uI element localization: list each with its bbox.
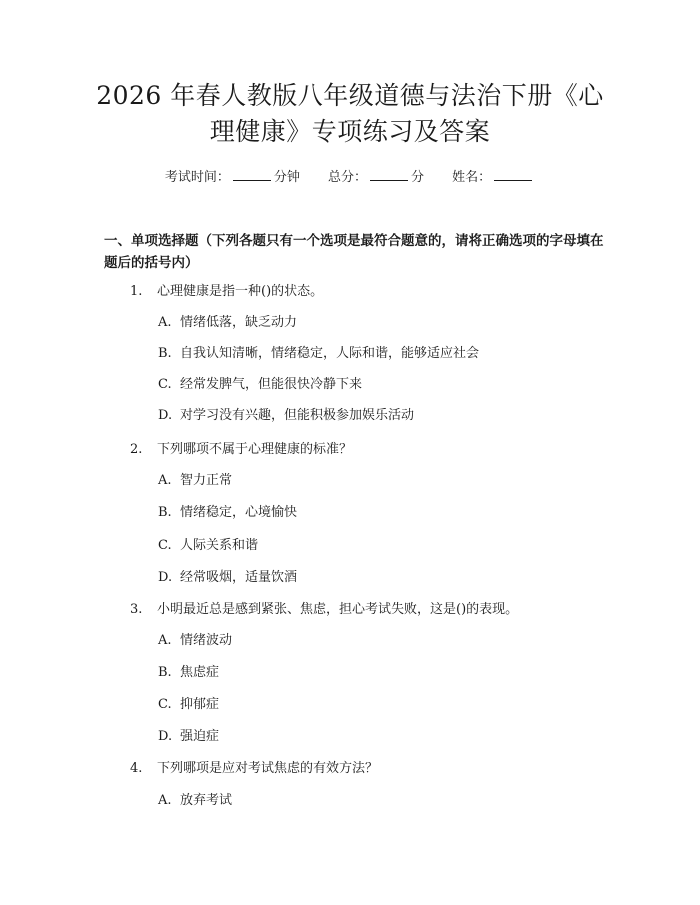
option-text: 情绪稳定，心境愉快 — [180, 505, 298, 520]
option-1b — [158, 345, 479, 363]
exam-time-label: 考试时间： — [164, 170, 230, 185]
option-2b — [158, 504, 297, 522]
option-text: 强迫症 — [180, 729, 220, 744]
option-text: 情绪波动 — [180, 633, 233, 648]
question-2 — [130, 441, 352, 459]
exam-time-blank — [233, 168, 271, 181]
total-score-blank — [370, 168, 408, 181]
option-text: 人际关系和谐 — [180, 538, 259, 553]
exam-time-field — [165, 170, 300, 185]
option-4a — [158, 792, 232, 810]
option-2c — [158, 537, 258, 555]
question-text: 下列哪项是应对考试焦虑的有效方法？ — [157, 761, 379, 776]
option-text: 经常发脾气，但能很快冷静下来 — [180, 377, 363, 392]
option-letter: B. — [158, 346, 172, 361]
option-text: 放弃考试 — [180, 793, 233, 808]
option-letter: A. — [158, 633, 172, 648]
option-letter: B. — [158, 505, 172, 520]
option-letter: C. — [158, 377, 172, 392]
option-1c — [158, 376, 362, 394]
option-text: 经常吸烟，适量饮酒 — [180, 570, 298, 585]
option-letter: C. — [158, 538, 172, 553]
option-text: 对学习没有兴趣，但能积极参加娱乐活动 — [180, 408, 415, 423]
option-2d — [158, 569, 297, 587]
name-blank — [494, 168, 532, 181]
option-1a — [158, 314, 297, 332]
option-3b — [158, 664, 219, 682]
question-text: 心理健康是指一种()的状态。 — [157, 284, 324, 299]
option-letter: A. — [158, 315, 172, 330]
exam-info-line — [0, 168, 700, 187]
option-text: 情绪低落，缺乏动力 — [180, 315, 298, 330]
question-number: 1. — [130, 284, 143, 299]
question-1 — [130, 283, 323, 301]
option-text: 自我认知清晰，情绪稳定，人际和谐，能够适应社会 — [180, 346, 480, 361]
total-score-field — [328, 170, 424, 185]
option-text: 智力正常 — [180, 473, 233, 488]
section-heading: 一、单项选择题（下列各题只有一个选项是最符合题意的，请将正确选项的字母填在题后的括号内） — [104, 233, 604, 271]
option-letter: D. — [158, 570, 173, 585]
option-letter: D. — [158, 729, 173, 744]
option-3d — [158, 728, 219, 746]
total-score-unit: 分 — [411, 170, 425, 185]
question-4 — [130, 760, 378, 778]
option-text: 抑郁症 — [180, 697, 220, 712]
option-letter: A. — [158, 793, 172, 808]
option-letter: C. — [158, 697, 172, 712]
question-number: 4. — [130, 761, 143, 776]
option-2a — [158, 472, 232, 490]
option-letter: B. — [158, 665, 172, 680]
option-text: 焦虑症 — [180, 665, 220, 680]
option-3c — [158, 696, 219, 714]
document-title: 2026 年春人教版八年级道德与法治下册《心理健康》专项练习及答案 — [96, 81, 604, 146]
total-score-label: 总分： — [327, 170, 367, 185]
option-letter: A. — [158, 473, 172, 488]
question-text: 小明最近总是感到紧张、焦虑，担心考试失败，这是()的表现。 — [157, 602, 519, 617]
question-3 — [130, 601, 518, 619]
option-1d — [158, 407, 414, 425]
name-label: 姓名： — [452, 170, 492, 185]
question-number: 3. — [130, 602, 143, 617]
question-text: 下列哪项不属于心理健康的标准？ — [157, 442, 353, 457]
name-field — [452, 170, 535, 185]
exam-time-unit: 分钟 — [273, 170, 300, 185]
option-letter: D. — [158, 408, 173, 423]
question-number: 2. — [130, 442, 143, 457]
option-3a — [158, 632, 232, 650]
